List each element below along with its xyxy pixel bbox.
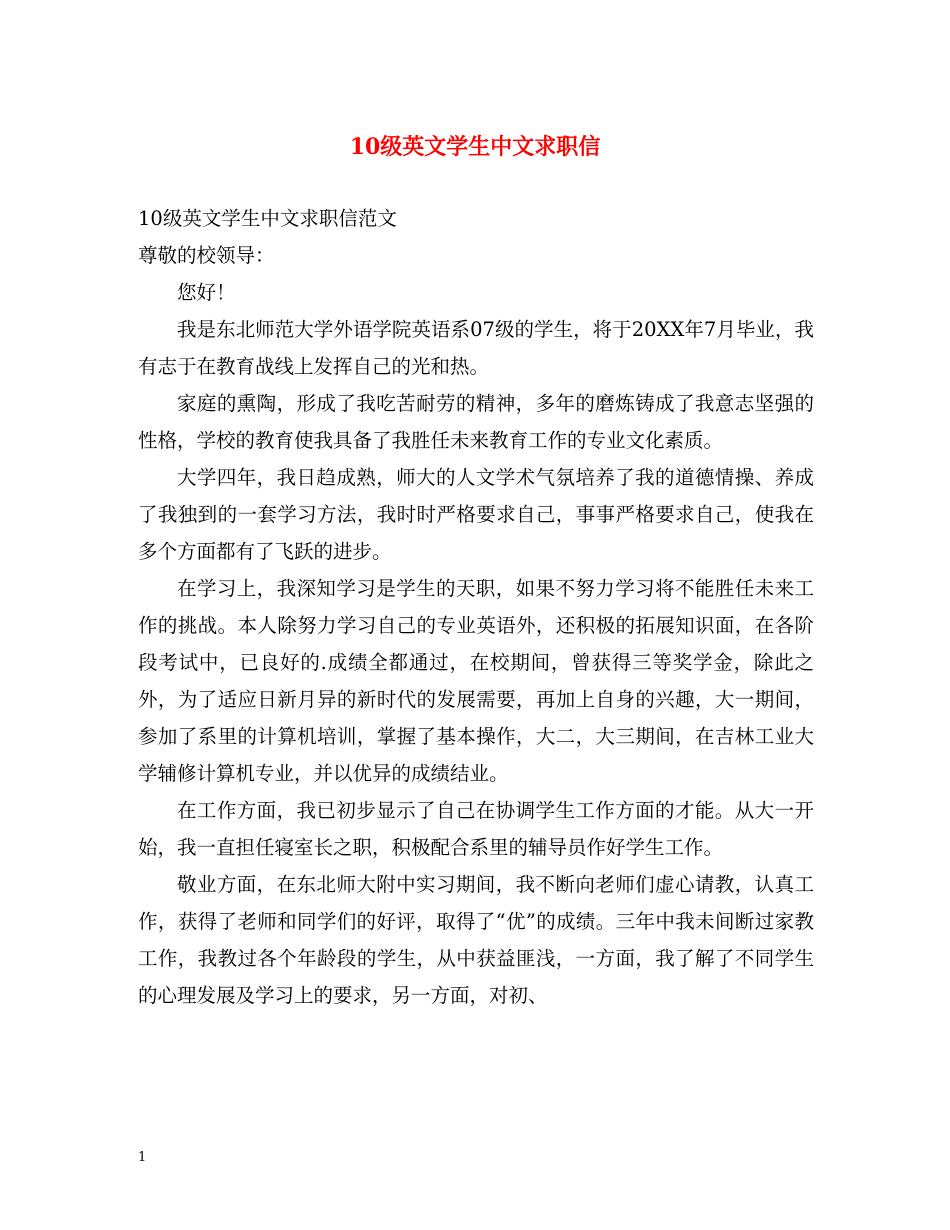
- greeting: 您好！: [177, 281, 236, 304]
- paragraph: 大学四年，我日趋成熟，师大的人文学术气氛培养了我的道德情操、养成了我独到的一套学习方法，我时时严格要求自己，事事严格要求自己，使我在多个方面都有了飞跃的进步。: [138, 466, 814, 563]
- paragraph: 在学习上，我深知学习是学生的天职，如果不努力学习将不能胜任未来工作的挑战。本人除努力学习自己的专业英语外，还积极的拓展知识面，在各阶段考试中，已良好的.成绩全都通过，在校期间，曾获得三等奖学金，除此之外，为了适应日新月异的新时代的发展需要，再加上自身的兴趣，大一期间，参加了系里的计算机培训，掌握了基本操作，大二，大三期间，在吉林工业大学辅修计算机专业，并以优异的成绩结业。: [138, 577, 814, 785]
- paragraph: 敬业方面，在东北师大附中实习期间，我不断向老师们虚心请教，认真工作，获得了老师和同学们的好评，取得了“优”的成绩。三年中我未间断过家教工作，我教过各个年龄段的学生，从中获益匪浅，一方面，我了解了不同学生的心理发展及学习上的要求，另一方面，对初、: [138, 873, 814, 1007]
- letter-subtitle: 10级英文学生中文求职信范文: [138, 207, 397, 230]
- paragraph: 家庭的熏陶，形成了我吃苦耐劳的精神，多年的磨炼铸成了我意志坚强的性格，学校的教育使我具备了我胜任未来教育工作的专业文化素质。: [138, 392, 814, 452]
- paragraph: 我是东北师范大学外语学院英语系07级的学生，将于20XX年7月毕业，我有志于在教育战线上发挥自己的光和热。: [138, 318, 814, 378]
- paragraph: 在工作方面，我已初步显示了自己在协调学生工作方面的才能。从大一开始，我一直担任寝室长之职，积极配合系里的辅导员作好学生工作。: [138, 799, 814, 859]
- letter-body: [138, 200, 814, 1014]
- document-title: 10级英文学生中文求职信: [349, 134, 601, 160]
- page-number: 1: [138, 1150, 147, 1165]
- salutation: 尊敬的校领导：: [138, 244, 275, 267]
